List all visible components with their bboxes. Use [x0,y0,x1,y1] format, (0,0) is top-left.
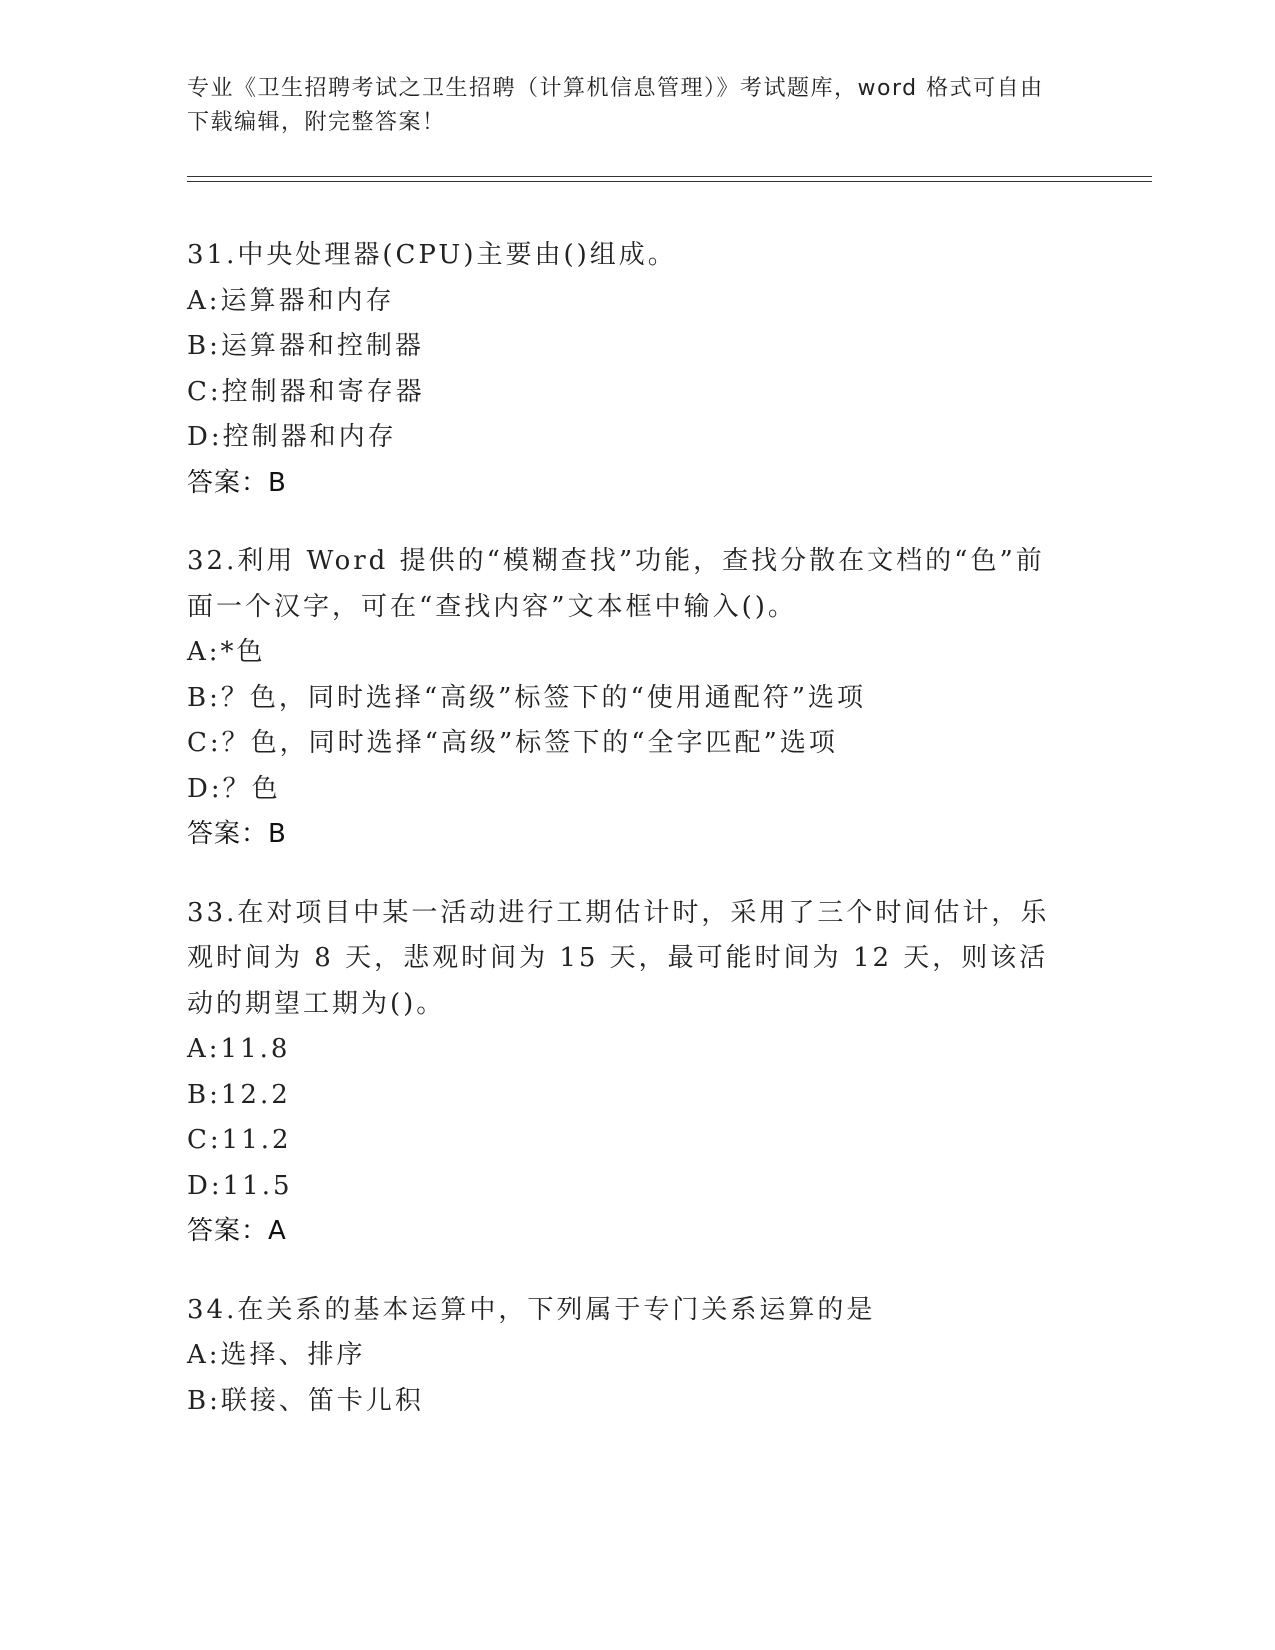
option-b: B:运算器和控制器 [187,331,424,361]
question-stem: 32.利用 Word 提供的“模糊查找”功能，查找分散在文档的“色”前面一个汉字，可在“查找内容”文本框中输入()。 [187,546,1045,622]
option-d: D:？色 [187,773,281,804]
header-divider-bottom [187,181,1152,182]
question-31 [187,233,1087,506]
question-stem: 34.在关系的基本运算中，下列属于专门关系运算的是 [187,1294,876,1325]
question-stem: 33.在对项目中某一活动进行工期估计时，采用了三个时间估计，乐观时间为 8 天，悲观时间为 15 天，最可能时间为 12 天，则该活动的期望工期为()。 [187,897,1050,1019]
question-stem: 31.中央处理器(CPU)主要由()组成。 [187,240,677,270]
answer-label: 答案：A [187,1216,287,1246]
question-list [187,233,1087,1457]
question-34 [187,1288,1087,1425]
option-a: A:*色 [187,637,266,667]
option-a: A:11.8 [187,1034,291,1064]
answer-label: 答案：B [187,819,287,849]
option-a: A:运算器和内存 [187,285,395,316]
option-d: D:控制器和内存 [187,422,397,452]
option-c: C:11.2 [187,1125,292,1155]
option-c: C:？色，同时选择“高级”标签下的“全字匹配”选项 [187,728,838,758]
option-b: B:？色，同时选择“高级”标签下的“使用通配符”选项 [187,682,867,713]
question-32 [187,539,1087,858]
option-b: B:12.2 [187,1079,291,1110]
option-c: C:控制器和寄存器 [187,376,425,407]
answer-label: 答案：B [187,467,287,498]
option-a: A:选择、排序 [187,1340,366,1370]
option-b: B:联接、笛卡儿积 [187,1385,424,1416]
question-33 [187,891,1087,1255]
option-d: D:11.5 [187,1170,293,1201]
header-divider-top [187,176,1152,177]
document-header: 专业《卫生招聘考试之卫生招聘（计算机信息管理）》考试题库，word 格式可自由下载编辑，附完整答案！ [187,76,1044,135]
